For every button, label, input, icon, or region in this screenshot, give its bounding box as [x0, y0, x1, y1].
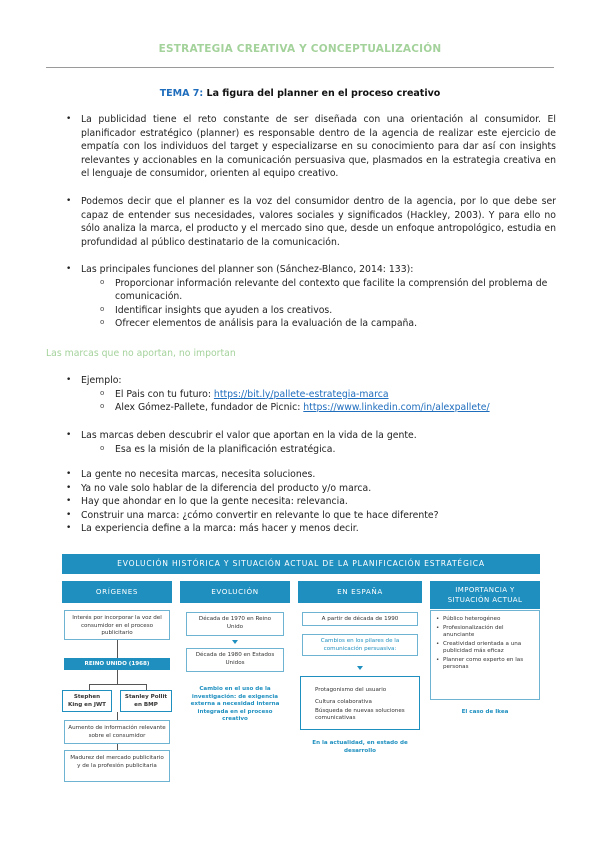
evolution-uk70: Década de 1970 en Reino Unido [186, 612, 284, 636]
header-divider [46, 67, 554, 68]
connector [117, 640, 118, 658]
origins-person-2: Stanley Pollit en BMP [120, 690, 172, 712]
topic-rest: La figura del planner en el proceso creativo [203, 88, 441, 99]
evolution-change: Cambio en el uso de la investigación: de exigencia externa a necesidad interna integrada en el proceso creativo [190, 686, 280, 722]
connector [117, 712, 118, 720]
connector [117, 670, 118, 684]
paragraph-2: • Podemos decir que el planner es la voz del consumidor dentro de la agencia, por lo que debe ser capaz de entender sus necesidades, valores sociales y significados (Hackley, 2003). Y para ello no sólo analiza la marca, el producto y el mercado sino que, desde un enfoque antropológico, estudia en profundidad al público destinatario de la comunicación. [66, 195, 556, 249]
document-header-title: ESTRATEGIA CREATIVA Y CONCEPTUALIZACIÓN [158, 43, 442, 55]
brands-value-sub: o Esa es la misión de la planificación estratégica. [66, 443, 556, 457]
bullet-item: • La experiencia define a la marca: más hacer y menos decir. [66, 522, 556, 536]
evolution-header: EVOLUCIÓN [180, 581, 290, 603]
paragraph-block [66, 113, 556, 181]
bullet-item: • Hay que ahondar en lo que la gente necesita: relevancia. [66, 495, 556, 509]
importance-item: • Planner como experto en las personas [436, 657, 536, 672]
importance-case: El caso de Ikea [461, 709, 509, 715]
example-text: El Pais con tu futuro: [115, 388, 214, 400]
importance-header-line-2: SITUACIÓN ACTUAL [447, 596, 523, 604]
functions-block [66, 263, 556, 331]
spain-header: EN ESPAÑA [298, 581, 422, 603]
paragraph-block [66, 195, 556, 249]
origins-person-1: Stephen King en JWT [62, 690, 112, 712]
bullet-list [66, 468, 556, 536]
paragraph-1: • La publicidad tiene el reto constante de ser diseñada con una orientación al consumidor. El planificador estratégico (planner) es responsable dentro de la agencia de realizar este ejercicio de empatía con los individuos del target y especializarse en su conocimiento para dar así con insights relevantes y accionables en la comunicación persuasiva que, plasmados en la estrategia creativa en el lenguaje de consumidor, orienten al equipo creativo. [66, 113, 556, 181]
topic-colon: : [199, 88, 204, 99]
origins-maturity: Madurez del mercado publicitario y de la profesión publicitaria [64, 750, 170, 782]
origins-growth: Aumento de información relevante sobre el consumidor [64, 720, 170, 744]
origins-header: ORÍGENES [62, 581, 172, 603]
example-item-1 [66, 388, 556, 402]
paragraph-3: • Las principales funciones del planner son (Sánchez-Blanco, 2014: 133): [66, 263, 556, 277]
spain-items-box [300, 676, 420, 730]
importance-header-line-1: IMPORTANCIA Y [455, 586, 515, 594]
spain-current: En la actualidad, en estado de desarrollo [312, 740, 408, 754]
spain-item: Protagonismo del usuario [315, 687, 387, 693]
example-item-2 [66, 401, 556, 415]
spain-item: Cultura colaborativa [315, 698, 372, 705]
importance-item: • Creatividad orientada a una publicidad más eficaz [436, 641, 536, 656]
page-title [0, 88, 600, 99]
importance-header [430, 581, 540, 609]
importance-item: • Profesionalización del anunciante [436, 625, 536, 640]
bullet-item: • Ya no vale solo hablar de la diferencia del producto y/o marca. [66, 482, 556, 496]
importance-list [436, 616, 536, 673]
topic-prefix: TEMA 7 [159, 88, 200, 99]
connector [89, 684, 146, 685]
brands-value: • Las marcas deben descubrir el valor que aportan en la vida de la gente. [66, 429, 556, 443]
strategic-planning-infographic [62, 554, 540, 794]
bullet-item: • La gente no necesita marcas, necesita soluciones. [66, 468, 556, 482]
function-item: o Proporcionar información relevante del contexto que facilite la comprensión del problema de comunicación. [66, 277, 556, 304]
spain-decade: A partir de década de 1990 [302, 612, 418, 626]
down-arrow-icon [357, 666, 363, 670]
down-arrow-icon [232, 640, 238, 644]
bullet-item: • Construir una marca: ¿cómo convertir en relevante lo que te hace diferente? [66, 509, 556, 523]
function-item: o Identificar insights que ayuden a los creativos. [66, 304, 556, 318]
origins-uk: REINO UNIDO (1968) [64, 658, 170, 670]
example-block [66, 374, 556, 415]
function-item: o Ofrecer elementos de análisis para la evaluación de la campaña. [66, 317, 556, 331]
section-subtitle: Las marcas que no aportan, no importan [46, 348, 236, 359]
example-link[interactable]: https://www.linkedin.com/in/alexpallete/ [303, 402, 490, 414]
spain-changes: Cambios en los pilares de la comunicación persuasiva: [302, 634, 418, 656]
example-label: • Ejemplo: [66, 374, 556, 388]
spain-item: Búsqueda de nuevas soluciones comunicativas [315, 708, 405, 722]
importance-item: • Público heterogéneo [436, 616, 536, 623]
infographic-title: EVOLUCIÓN HISTÓRICA Y SITUACIÓN ACTUAL DE LA PLANIFICACIÓN ESTRATÉGICA [62, 554, 540, 574]
example-link[interactable]: https://bit.ly/pallete-estrategia-marca [213, 388, 389, 400]
example-text: Alex Gómez-Pallete, fundador de Picnic: [115, 402, 304, 414]
evolution-us80: Década de 1980 en Estados Unidos [186, 648, 284, 672]
brands-value-block [66, 429, 556, 456]
origins-interest: Interés por incorporar la voz del consumidor en el proceso publicitario [64, 610, 170, 640]
